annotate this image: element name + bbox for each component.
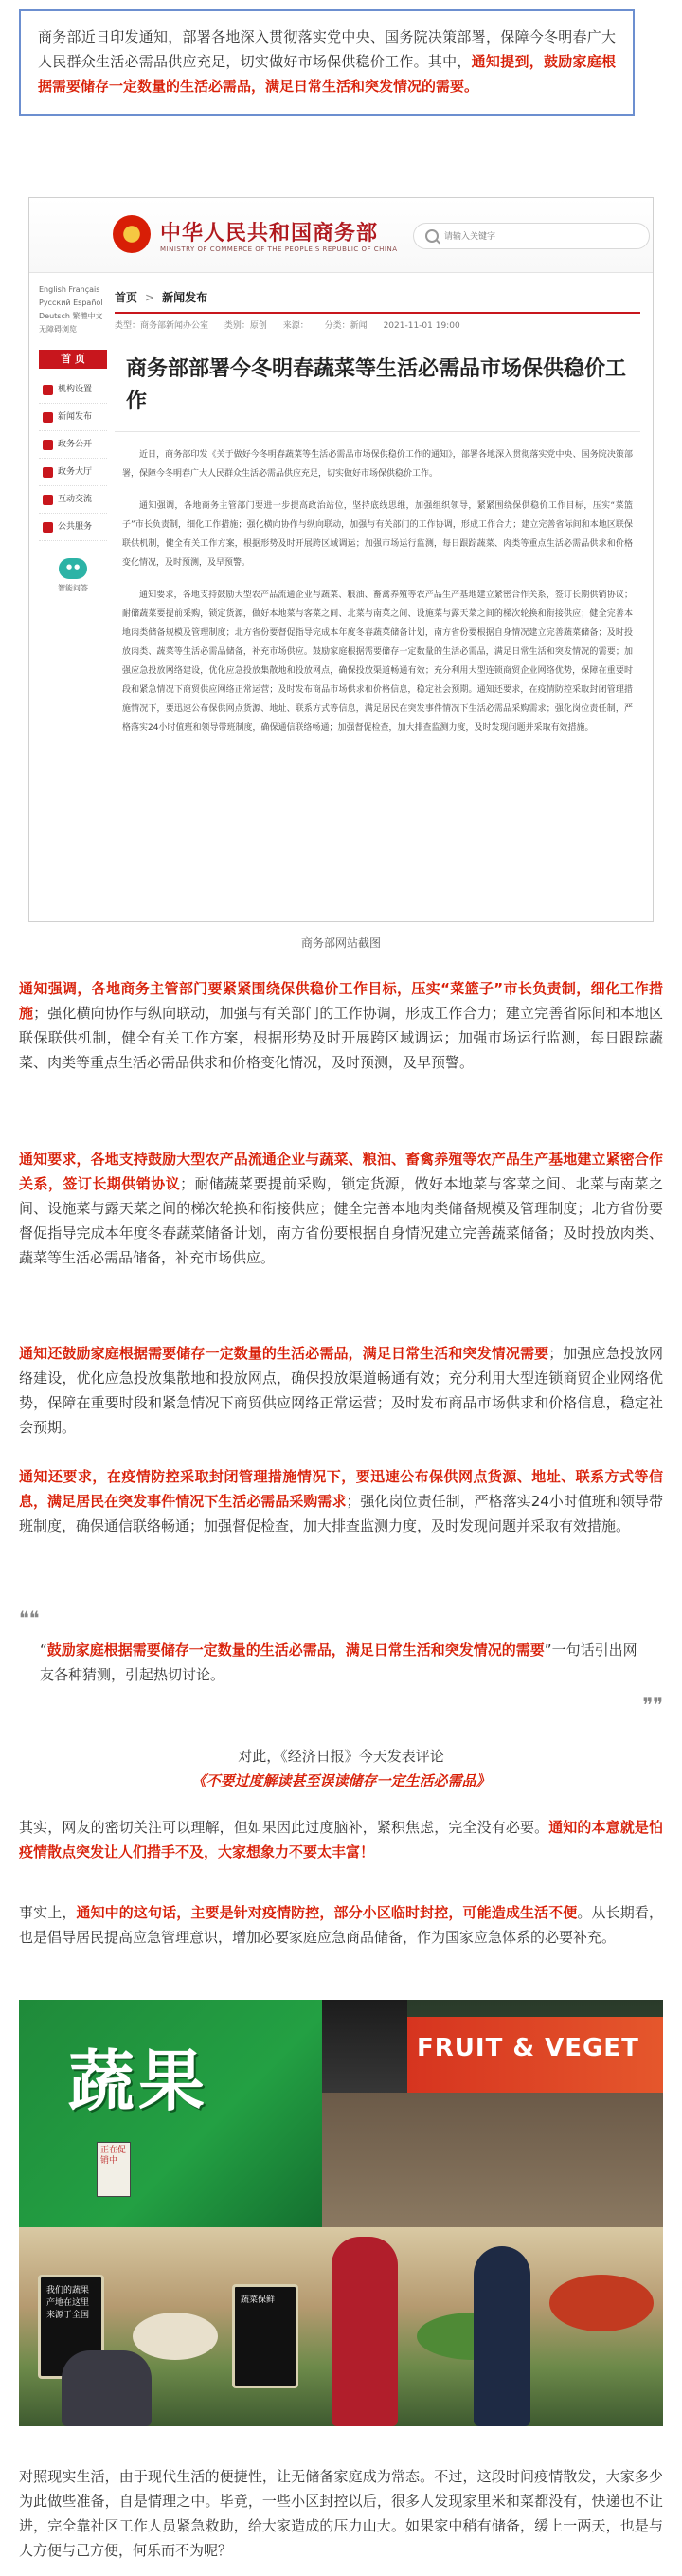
body-paragraph: [19, 1341, 663, 1440]
tomato-pile: [549, 2275, 654, 2331]
article-paragraph: 通知要求，各地支持鼓励大型农产品流通企业与蔬菜、粮油、畜禽养殖等农产品生产基地建立紧密合作关系，签订长期供销协议；耐储蔬菜要提前采购，锁定货源，做好本地菜与客菜之间、北菜与南菜之间、设施菜与露天菜之间的梯次轮换和衔接供应；健全完善本地肉类储备规模及管理制度；北方省份要督促指导完成本年度冬春蔬菜储备计划，南方省份要根据自身情况建立完善蔬菜储备；及时投放肉类、蔬菜等生活必需品储备，补充市场供应。鼓励家庭根据需要储存一定数量的生活必需品，满足日常生活和突发情况的需要；加强应急投放网络建设，优化应急投放集散地和投放网点，确保投放渠道畅通有效；充分利用大型连锁商贸企业网络优势，保障在重要时段和紧急情况下商贸供应网络正常运营；及时发布商品市场供求和价格信息，稳定社会预期。通知还要求，在疫情防控采取封闭管理措施情况下，要迅速公布保供网点货源、地址、联系方式等信息，满足居民在突发事件情况下生活必需品采购需求；强化岗位责任制，严格落实24小时值班和领导带班制度，确保通信联络畅通；加强督促检查，加大排查监测力度，及时发现问题并采取有效措施。: [122, 590, 633, 733]
meta-source: 来源：: [282, 321, 309, 331]
intro-highlight: 通知提到，鼓励家庭根据需要储存一定数量的生活必需品，满足日常生活和突发情况的需要。: [38, 53, 616, 95]
nav-item-hall[interactable]: [39, 459, 107, 486]
search-icon[interactable]: [425, 229, 439, 243]
quote-block: [19, 1606, 663, 1715]
chat-bubble-icon: [59, 558, 87, 579]
banner-text: FRUIT & VEGET: [417, 2034, 639, 2062]
language-line[interactable]: Deutsch 繁體中文: [39, 312, 103, 320]
paragraph-text: 其实，网友的密切关注可以理解，但如果因此过度脑补，紧积焦虑，完全没有必要。: [19, 1819, 549, 1836]
close-quote-icon: ❞❞: [642, 1694, 663, 1716]
nav-label: 政务公开: [58, 440, 93, 449]
paragraph-highlight: 通知的本意就是怕疫情散点突发让人们措手不及，大家想象力不要太丰富！: [19, 1819, 663, 1860]
ministry-site-screenshot: [28, 197, 654, 922]
body-paragraph: [19, 1464, 663, 1538]
info-stand: 蔬菜保鲜: [232, 2284, 298, 2388]
info-stand: 我们的蔬果产地在这里来源于全国: [38, 2275, 104, 2379]
cabbage-pile: [133, 2313, 218, 2360]
meta-type: 类型：商务部新闻办公室: [115, 321, 209, 331]
closing-paragraph: 对照现实生活，由于现代生活的便捷性，让无储备家庭成为常态。不过，这段时间疫情散发，大家多少为此做些准备，自是情理之中。毕竟，一些小区封控以后，很多人发现家里米和菜都没有，快递也不让进，完全靠社区工作人员紧急救助，给大家造成的压力山大。如果家中稍有储备，缓上一两天，也是与人方便与己方便，何乐而不为呢？: [19, 2468, 663, 2559]
nav-item-service[interactable]: [39, 514, 107, 541]
article-paragraph: 近日，商务部印发《关于做好今冬明春蔬菜等生活必需品市场保供稳价工作的通知》，部署各地深入贯彻落实党中央、国务院决策部署，保障今冬明春广大人民群众生活必需品供应充足，切实做好市场保供稳价工作。: [122, 450, 633, 479]
chat-icon: [43, 495, 53, 505]
hall-icon: [43, 467, 53, 478]
service-icon: [43, 522, 53, 533]
paragraph-highlight: 通知还鼓励家庭根据需要储存一定数量的生活必需品，满足日常生活和突发情况需要: [19, 1345, 549, 1362]
nav-label: 公共服务: [58, 522, 93, 532]
site-sidebar: [39, 283, 107, 593]
commentary-title: 《不要过度解读甚至误读储存一定生活必需品》: [191, 1772, 491, 1789]
smart-qa-label: 智能问答: [58, 584, 88, 592]
breadcrumb-news[interactable]: 新闻发布: [162, 291, 208, 304]
image-caption: 商务部网站截图: [300, 936, 381, 950]
body-paragraph: [19, 1900, 663, 1950]
quote-tail: ”一句话引出网友各种猜测，引起热切讨论。: [40, 1642, 637, 1683]
quote-lead: “: [40, 1642, 47, 1659]
paragraph-highlight: 通知还要求，在疫情防控采取封闭管理措施情况下，要迅速公布保供网点货源、地址、联系方式等信息，满足居民在突发事件情况下生活必需品采购需求: [19, 1468, 663, 1510]
breadcrumb-home[interactable]: 首页: [115, 291, 138, 304]
open-quote-icon: ❝❝: [19, 1606, 40, 1629]
document-icon: [43, 440, 53, 450]
language-line[interactable]: Русский Español: [39, 299, 103, 307]
quote-highlight: 鼓励家庭根据需要储存一定数量的生活必需品，满足日常生活和突发情况的需要: [46, 1642, 545, 1659]
article-paragraph: 通知强调，各地商务主管部门要进一步提高政治站位，坚持底线思维，加强组织领导，紧紧围绕保供稳价工作目标，压实“菜篮子”市长负责制，细化工作措施；强化横向协作与纵向联动，加强与有关部门的工作协调，形成工作合力；建立完善省际间和本地区联保联供机制，健全有关工作方案，根据形势及时开展跨区域调运；加强市场运行监测，每日跟踪蔬菜、肉类等重点生活必需品供求和价格变化情况，及时预测，及早预警。: [122, 501, 633, 568]
paragraph-highlight: 通知强调，各地商务主管部门要紧紧围绕保供稳价工作目标，压实“菜篮子”市长负责制，细化工作措施: [19, 980, 663, 1022]
paragraph-text: 。从长期看，也是倡导居民提高应急管理意识，增加必要家庭应急商品储备，作为国家应急体系的必要补充。: [19, 1904, 663, 1946]
body-paragraph: [19, 1147, 663, 1270]
paragraph-text: 事实上，: [19, 1904, 77, 1921]
commentary-intro: 对此，《经济日报》今天发表评论: [238, 1748, 444, 1765]
nav-label: 新闻发布: [58, 412, 93, 422]
article-title: 商务部部署今冬明春蔬菜等生活必需品市场保供稳价工作: [126, 357, 627, 413]
site-title[interactable]: 中华人民共和国商务部: [160, 221, 379, 245]
shopper: [474, 2246, 530, 2426]
ceiling: [322, 2000, 407, 2104]
quote-text: [40, 1638, 646, 1687]
paragraph-highlight: 通知要求，各地支持鼓励大型农产品流通企业与蔬菜、粮油、畜禽养殖等农产品生产基地建立紧密合作关系，签订长期供销协议: [19, 1151, 663, 1192]
shopper: [332, 2237, 398, 2426]
shopper: [62, 2350, 152, 2426]
nav-home[interactable]: 首 页: [39, 350, 107, 369]
divider: [115, 431, 640, 432]
supermarket-photo: [19, 2000, 663, 2426]
nav-label: 政务大厅: [58, 467, 93, 477]
paragraph-highlight: 通知中的这句话，主要是针对疫情防控，部分小区临时封控，可能造成生活不便: [76, 1904, 578, 1921]
side-nav: [39, 350, 107, 541]
site-search[interactable]: [413, 223, 650, 249]
meta-category: 类别：原创: [224, 321, 267, 331]
produce-sign: 蔬果: [68, 2042, 208, 2120]
smart-qa-button[interactable]: [39, 558, 107, 593]
breadcrumb: [115, 283, 640, 314]
site-article: [115, 283, 640, 751]
body-paragraph: [19, 976, 663, 1075]
breadcrumb-separator: >: [145, 291, 155, 304]
paragraph-text: ；加强应急投放网络建设，优化应急投放集散地和投放网点，确保投放渠道畅通有效；充分利用大型连锁商贸企业网络优势，保障在重要时段和紧急情况下商贸供应网络正常运营；及时发布商品市场供求和价格信息，稳定社会预期。: [19, 1345, 663, 1436]
org-icon: [43, 385, 53, 395]
paragraph-text: ；强化岗位责任制，严格落实24小时值班和领导带班制度，确保通信联络畅通；加强督促检查，加大排查监测力度，及时发现问题并采取有效措施。: [19, 1493, 663, 1534]
article-meta: [115, 314, 640, 338]
body-paragraph: [19, 1815, 663, 1864]
intro-box: [19, 9, 635, 116]
site-subtitle: MINISTRY OF COMMERCE OF THE PEOPLE'S REPUBLIC OF CHINA: [160, 245, 398, 253]
nav-item-org[interactable]: [39, 376, 107, 404]
paragraph-text: ；耐储蔬菜要提前采购，锁定货源，做好本地菜与客菜之间、北菜与南菜之间、设施菜与露天菜之间的梯次轮换和衔接供应；健全完善本地肉类储备规模及管理制度；北方省份要督促指导完成本年度冬春蔬菜储备计划，南方省份要根据自身情况建立完善蔬菜储备；及时投放肉类、蔬菜等生活必需品储备，补充市场供应。: [19, 1175, 663, 1266]
nav-item-news[interactable]: [39, 404, 107, 431]
meta-date: 2021-11-01 19:00: [383, 321, 460, 331]
commentary-heading: [0, 1744, 682, 1793]
paragraph-text: ；强化横向协作与纵向联动，加强与有关部门的工作协调，形成工作合力；建立完善省际间和本地区联保联供机制，健全有关工作方案，根据形势及时开展跨区域调运；加强市场运行监测，每日跟踪蔬菜、肉类等重点生活必需品供求和价格变化情况，及时预测，及早预警。: [19, 1005, 663, 1071]
nav-item-interact[interactable]: [39, 486, 107, 514]
language-links[interactable]: [39, 283, 107, 336]
intro-text: 商务部近日印发通知，部署各地深入贯彻落实党中央、国务院决策部署，保障今冬明春广大人民群众生活必需品供应充足，切实做好市场保供稳价工作。其中，: [38, 28, 616, 70]
back-shelves: [322, 2093, 663, 2235]
nav-item-public[interactable]: [39, 431, 107, 459]
nav-label: 机构设置: [58, 385, 93, 394]
price-tag: 正在促销中: [97, 2142, 131, 2197]
search-input[interactable]: [442, 227, 636, 246]
nav-label: 互动交流: [58, 495, 93, 504]
language-line[interactable]: English Français: [39, 285, 100, 294]
site-header: [29, 198, 653, 273]
national-emblem-icon: [113, 215, 151, 253]
accessibility-link[interactable]: 无障碍浏览: [39, 325, 77, 334]
meta-share: 分类：新闻: [324, 321, 368, 331]
news-icon: [43, 412, 53, 423]
